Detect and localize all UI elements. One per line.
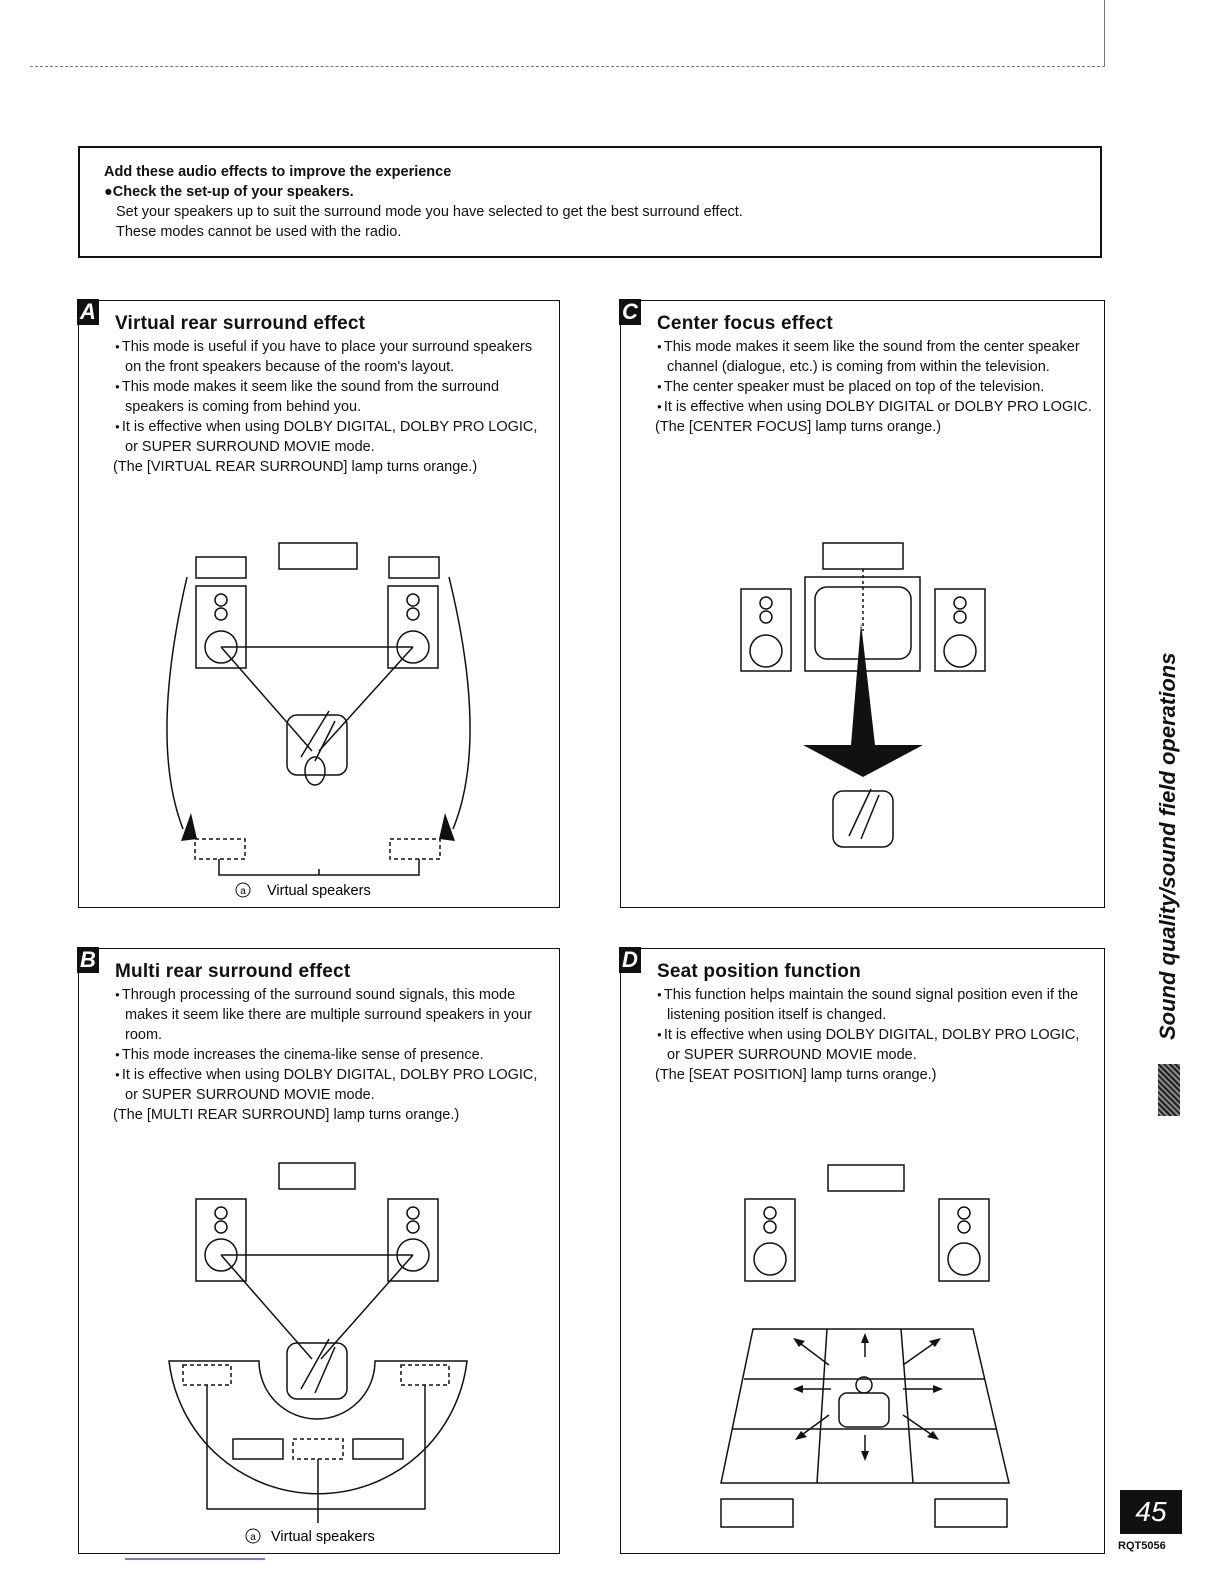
listener-chair (287, 715, 347, 775)
lamp-note: (The [MULTI REAR SURROUND] lamp turns orange.) (113, 1107, 460, 1123)
caption-marker: a (250, 1532, 256, 1543)
left-top-speaker-shape (196, 557, 246, 578)
panel-title: Center focus effect (657, 313, 833, 334)
center-focus-diagram (621, 301, 1104, 907)
right-front-speaker-shape (388, 1199, 438, 1281)
center-speaker-shape (279, 1163, 355, 1189)
diagram-caption: Virtual speakers (271, 1529, 375, 1545)
top-vertical-rule (1104, 0, 1105, 66)
intro-text-radio: These modes cannot be used with the radio. (116, 224, 402, 240)
panel-title: Virtual rear surround effect (115, 313, 366, 334)
bottom-underline (125, 1558, 265, 1560)
lamp-note: (The [SEAT POSITION] lamp turns orange.) (655, 1067, 937, 1083)
panel-multi-rear-surround (78, 948, 560, 1554)
right-speaker-shape (939, 1199, 989, 1281)
intro-heading: Add these audio effects to improve the experience (104, 164, 452, 180)
diagram-caption: Virtual speakers (267, 883, 371, 899)
right-front-speaker-shape (388, 586, 438, 668)
page-number: 45 (1120, 1490, 1182, 1534)
left-front-speaker-shape (196, 586, 246, 668)
bullet: ● This mode makes it seem like the sound from the center speaker channel (dialogue, etc.) is coming from within the television. (655, 337, 1092, 377)
intro-text-setup: Set your speakers up to suit the surround mode you have selected to get the best surround effect. (116, 204, 743, 220)
center-speaker-shape (828, 1165, 904, 1191)
right-curve-arrow (449, 577, 470, 829)
bullet: ● It is effective when using DOLBY DIGITAL, DOLBY PRO LOGIC, or SUPER SURROUND MOVIE mode. (655, 1025, 1092, 1065)
lamp-note: (The [CENTER FOCUS] lamp turns orange.) (655, 419, 942, 435)
lamp-note: (The [VIRTUAL REAR SURROUND] lamp turns orange.) (113, 459, 478, 475)
bullet: ● It is effective when using DOLBY DIGITAL or DOLBY PRO LOGIC. (655, 397, 1092, 417)
panel-title: Multi rear surround effect (115, 961, 351, 982)
panel-seat-position (620, 948, 1105, 1554)
left-front-speaker-shape (196, 1199, 246, 1281)
bullet: ● This mode increases the cinema-like sense of presence. (113, 1045, 547, 1065)
bullet: ● It is effective when using DOLBY DIGITAL, DOLBY PRO LOGIC, or SUPER SURROUND MOVIE mode. (113, 1065, 547, 1105)
listener-chair (287, 1343, 347, 1399)
panel-center-focus (620, 300, 1105, 908)
bullet: ● It is effective when using DOLBY DIGITAL, DOLBY PRO LOGIC, or SUPER SURROUND MOVIE mode. (113, 417, 547, 457)
document-code: RQT5056 (1118, 1540, 1166, 1552)
listener-seat (839, 1393, 889, 1427)
bullet: ● This mode is useful if you have to place your surround speakers on the front speakers because of the room's layout. (113, 337, 547, 377)
center-speaker-shape (823, 543, 903, 569)
virtual-rear-diagram (79, 301, 559, 907)
seat-position-diagram (621, 949, 1104, 1553)
bullet: ● This mode makes it seem like the sound from the surround speakers is coming from behind you. (113, 377, 547, 417)
multi-rear-diagram (79, 949, 559, 1553)
panel-title: Seat position function (657, 961, 861, 982)
virtual-speaker-right (390, 839, 440, 859)
top-dashed-rule (30, 66, 1105, 67)
badge-c: C (619, 299, 641, 325)
right-top-speaker-shape (389, 557, 439, 578)
panel-virtual-rear-surround (78, 300, 560, 908)
section-marker (1158, 1064, 1180, 1116)
intro-box (78, 146, 1102, 258)
section-side-title: Sound quality/sound field operations (1155, 652, 1180, 1040)
right-speaker-shape (935, 589, 985, 671)
left-rear-speaker-shape (721, 1499, 793, 1527)
badge-a: A (77, 299, 99, 325)
virtual-speaker-left (195, 839, 245, 859)
left-speaker-shape (741, 589, 791, 671)
badge-b: B (77, 947, 99, 973)
focus-arrow (803, 623, 923, 777)
right-rear-speaker-shape (935, 1499, 1007, 1527)
bullet: ● This function helps maintain the sound signal position even if the listening position itself is changed. (655, 985, 1092, 1025)
bullet: ● The center speaker must be placed on top of the television. (655, 377, 1092, 397)
left-speaker-shape (745, 1199, 795, 1281)
left-curve-arrow (167, 577, 187, 829)
badge-d: D (619, 947, 641, 973)
caption-marker: a (240, 886, 246, 897)
bullet: ● Through processing of the surround sound signals, this mode makes it seem like there are multiple surround speakers in your room. (113, 985, 547, 1045)
intro-check-heading: ●Check the set-up of your speakers. (104, 184, 354, 200)
center-speaker-shape (279, 543, 357, 569)
listener-chair (833, 791, 893, 847)
